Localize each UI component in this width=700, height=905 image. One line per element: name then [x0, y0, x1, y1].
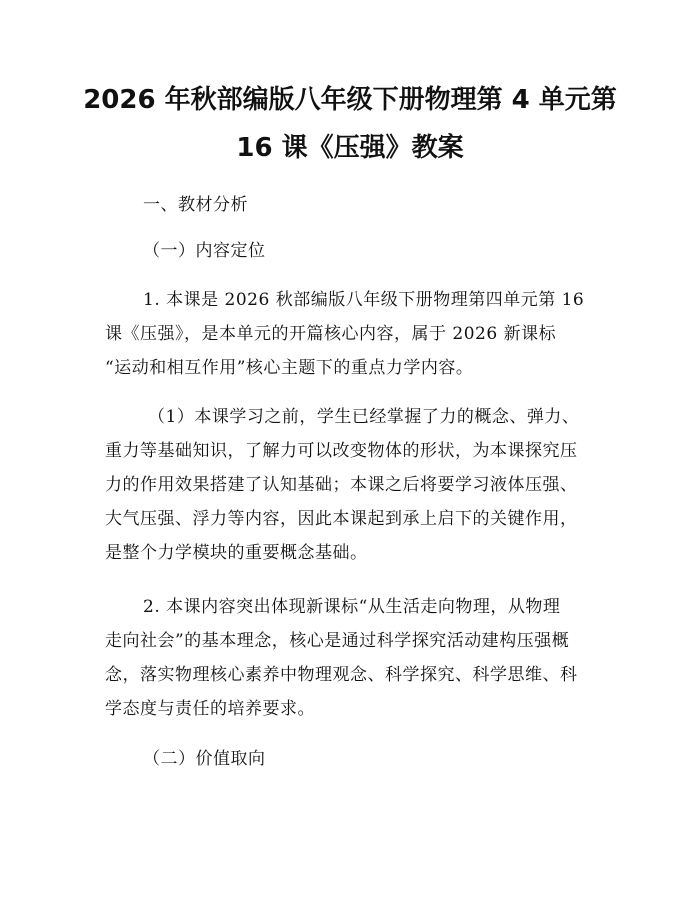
subsection-heading-value-orientation: （二）价值取向: [143, 749, 266, 769]
paragraph-line: 念，落实物理核心素养中物理观念、科学探究、科学思维、科: [105, 665, 578, 685]
paragraph-line: （1）本课学习之前，学生已经掌握了力的概念、弹力、: [148, 407, 580, 427]
paragraph-line: 学态度与责任的培养要求。: [105, 699, 315, 719]
document-title-line-1: 2026 年秋部编版八年级下册物理第 4 单元第: [83, 85, 617, 115]
paragraph-line: 课《压强》，是本单元的开篇核心内容，属于 2026 新课标: [105, 324, 557, 344]
paragraph-line: 大气压强、浮力等内容，因此本课起到承上启下的关键作用，: [105, 509, 578, 529]
paragraph-line: 重力等基础知识，了解力可以改变物体的形状，为本课探究压: [105, 441, 578, 461]
subsection-heading-content-positioning: （一）内容定位: [143, 241, 266, 261]
paragraph-line: 1. 本课是 2026 秋部编版八年级下册物理第四单元第 16: [143, 290, 585, 310]
paragraph-line: 力的作用效果搭建了认知基础；本课之后将要学习液体压强、: [105, 475, 578, 495]
paragraph-line: 是整个力学模块的重要概念基础。: [105, 543, 368, 563]
paragraph-line: 2. 本课内容突出体现新课标“从生活走向物理，从物理: [143, 597, 561, 617]
paragraph-line: 走向社会”的基本理念，核心是通过科学探究活动建构压强概: [105, 631, 570, 651]
paragraph-line: “运动和相互作用”核心主题下的重点力学内容。: [105, 358, 474, 378]
document-title-line-2: 16 课《压强》教案: [236, 133, 464, 163]
section-heading-textbook-analysis: 一、教材分析: [143, 195, 248, 215]
